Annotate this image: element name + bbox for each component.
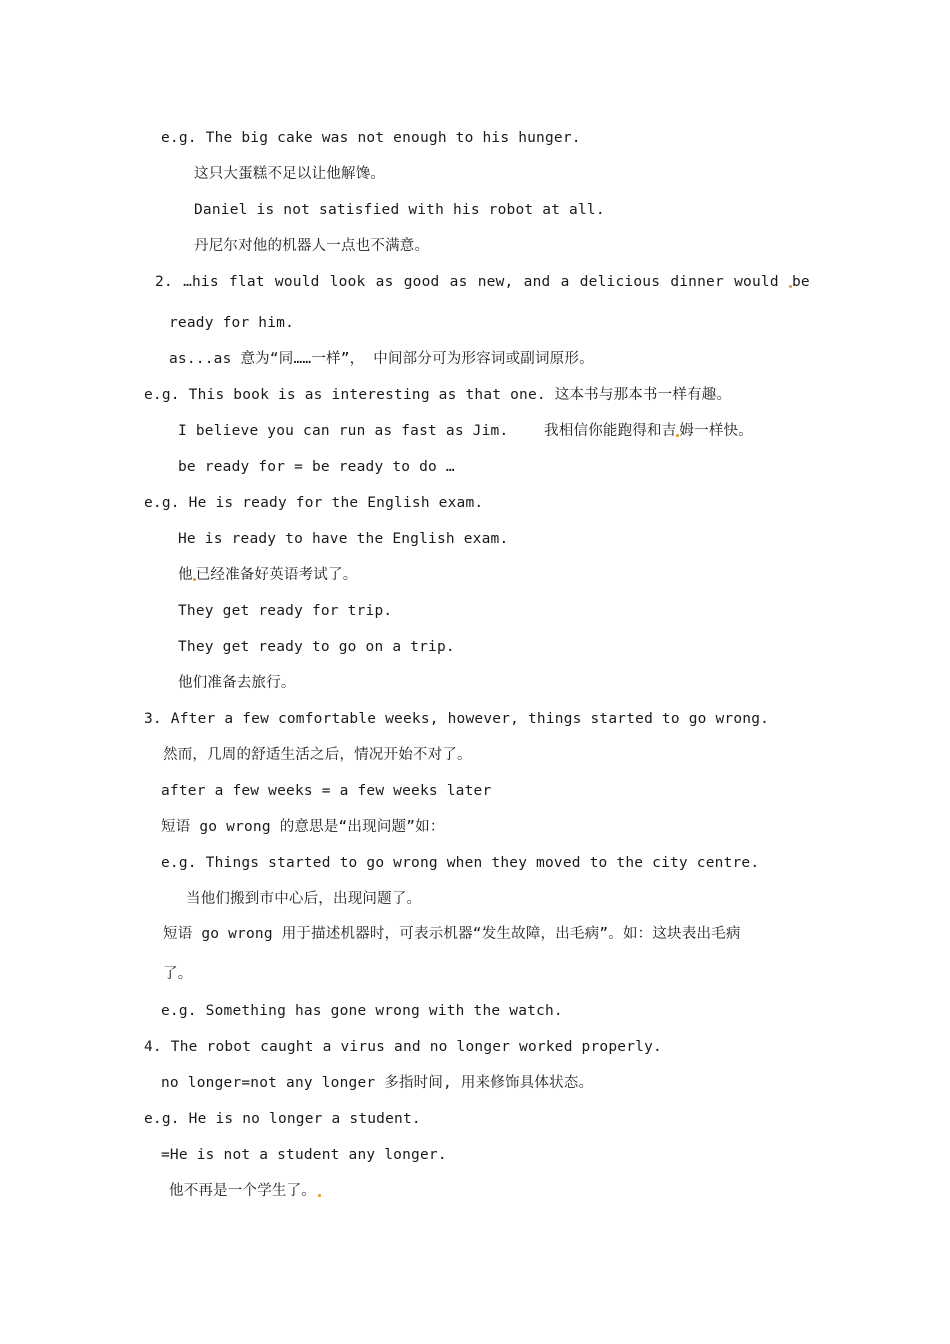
text-span: 姆一样快。 bbox=[679, 423, 753, 439]
word: would bbox=[734, 274, 779, 290]
example-sentence: They get ready to go on a trip. bbox=[178, 639, 455, 655]
word: new, bbox=[477, 274, 514, 290]
translation-line: 然而，几周的舒适生活之后，情况开始不对了。 bbox=[163, 747, 472, 763]
translation-line: 他们准备去旅行。 bbox=[178, 675, 296, 691]
word: be bbox=[791, 274, 810, 290]
text-span: 他不再是一个学生了。 bbox=[169, 1183, 316, 1199]
word: a bbox=[560, 274, 570, 290]
example-sentence: They get ready for trip. bbox=[178, 603, 393, 619]
example-sentence bbox=[178, 421, 753, 441]
word: would bbox=[274, 274, 320, 290]
word: good bbox=[403, 274, 440, 290]
grammar-note: as...as 意为“同……一样”， 中间部分可为形容词或副词原形。 bbox=[169, 351, 594, 367]
example-sentence: e.g. He is no longer a student. bbox=[144, 1111, 421, 1127]
word: as bbox=[449, 274, 468, 290]
item-3-sentence: 3. After a few comfortable weeks, however, things started to go wrong. bbox=[144, 711, 770, 727]
word: look bbox=[329, 274, 366, 290]
word: delicious bbox=[579, 274, 661, 290]
word: …his bbox=[183, 274, 219, 290]
text-span: I believe you can run as fast as Jim. 我相信你能跑得和吉 bbox=[178, 423, 677, 439]
example-sentence: e.g. This book is as interesting as that one. 这本书与那本书一样有趣。 bbox=[144, 387, 732, 403]
text-span: 他 bbox=[178, 567, 193, 583]
word-with-mark bbox=[789, 272, 810, 292]
mark-dot bbox=[318, 1194, 321, 1197]
example-sentence: e.g. Something has gone wrong with the watch. bbox=[161, 1003, 563, 1019]
example-sentence: e.g. He is ready for the English exam. bbox=[144, 495, 484, 511]
grammar-note: no longer=not any longer 多指时间, 用来修饰具体状态。 bbox=[161, 1075, 594, 1091]
grammar-note-continuation: 了。 bbox=[163, 966, 193, 982]
word: dinner bbox=[670, 274, 724, 290]
item-2-sentence bbox=[155, 272, 810, 292]
example-sentence: =He is not a student any longer. bbox=[161, 1147, 447, 1163]
grammar-note: after a few weeks = a few weeks later bbox=[161, 783, 492, 799]
item-number: 2. bbox=[155, 274, 173, 290]
sentence-continuation: ready for him. bbox=[169, 315, 295, 331]
word: flat bbox=[228, 274, 265, 290]
text-span: 已经准备好英语考试了。 bbox=[195, 567, 358, 583]
example-sentence: He is ready to have the English exam. bbox=[178, 531, 509, 547]
translation-line: 这只大蛋糕不足以让他解馋。 bbox=[194, 166, 386, 182]
item-4-sentence: 4. The robot caught a virus and no longer worked properly. bbox=[144, 1039, 662, 1055]
translation-line bbox=[178, 565, 357, 585]
word: as bbox=[375, 274, 394, 290]
translation-line: 当他们搬到市中心后，出现问题了。 bbox=[186, 891, 422, 907]
example-sentence: e.g. The big cake was not enough to his hunger. bbox=[161, 130, 581, 146]
example-sentence: Daniel is not satisfied with his robot at all. bbox=[194, 202, 605, 218]
grammar-note: be ready for = be ready to do … bbox=[178, 459, 455, 475]
grammar-note: 短语 go wrong 用于描述机器时，可表示机器“发生故障，出毛病”。如：这块表出毛病 bbox=[163, 926, 741, 942]
translation-line bbox=[169, 1181, 321, 1201]
word: and bbox=[523, 274, 551, 290]
translation-line: 丹尼尔对他的机器人一点也不满意。 bbox=[194, 238, 430, 254]
grammar-note: 短语 go wrong 的意思是“出现问题”如： bbox=[161, 819, 445, 835]
example-sentence: e.g. Things started to go wrong when they moved to the city centre. bbox=[161, 855, 760, 871]
